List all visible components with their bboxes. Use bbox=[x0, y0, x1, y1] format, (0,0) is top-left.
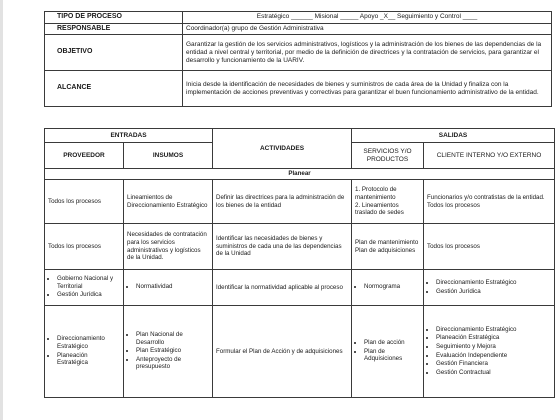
list-item: • Plan de Adquisiciones bbox=[364, 348, 420, 363]
group-header-row bbox=[45, 129, 555, 143]
servicios-cell bbox=[352, 224, 424, 270]
phase-row bbox=[45, 169, 555, 180]
servicios-list bbox=[355, 283, 420, 291]
cliente-list bbox=[427, 279, 551, 295]
proveedor-cell: Todos los procesos bbox=[45, 224, 124, 270]
responsable-row bbox=[45, 23, 552, 35]
list-item: • Planeación Estratégica bbox=[57, 352, 120, 367]
cliente-cell: Funcionarios y/o contratistas de la entidad. Todos los procesos bbox=[424, 180, 555, 224]
tipo-row bbox=[45, 12, 552, 24]
salidas-header: SALIDAS bbox=[352, 129, 555, 143]
proveedor-cell bbox=[45, 270, 124, 306]
responsable-value: Coordinador(a) grupo de Gestión Administrativa bbox=[183, 23, 552, 35]
list-item: • Planeación Estratégica bbox=[436, 334, 551, 342]
insumos-list bbox=[127, 283, 209, 291]
objetivo-row bbox=[45, 35, 552, 71]
proveedor-cell: Todos los procesos bbox=[45, 180, 124, 224]
servicio-item: 2. Lineamientos traslado de sedes bbox=[355, 201, 404, 217]
actividad-cell: Definir las directrices para la administración de los bienes de la entidad bbox=[213, 180, 352, 224]
list-item: • Gobierno Nacional y Territorial bbox=[57, 275, 120, 290]
insumos-cell bbox=[124, 270, 213, 306]
objetivo-value: Garantizar la gestión de los servicios administrativos, logísticos y la administración de los bienes de las dependencias de la entidad a nivel central y territorial, por medio de la definición de directrices y la contratación de servicios, para garantizar el desarrollo y funcionamiento de la UARIV. bbox=[183, 35, 552, 71]
cliente-cell: Todos los procesos bbox=[424, 224, 555, 270]
servicios-cell bbox=[352, 270, 424, 306]
list-item: • Direccionamiento Estratégico bbox=[436, 279, 551, 287]
list-item: • Evaluación Independiente bbox=[436, 352, 551, 360]
cliente-cell bbox=[424, 270, 555, 306]
tipo-label: TIPO DE PROCESO bbox=[45, 12, 183, 24]
proveedor-cell bbox=[45, 306, 124, 398]
process-characterization-table bbox=[44, 128, 555, 398]
alcance-label: ALCANCE bbox=[45, 71, 183, 107]
page-edge bbox=[0, 0, 3, 420]
servicios-list bbox=[355, 339, 420, 363]
insumos-list bbox=[127, 331, 209, 371]
servicios-cell bbox=[352, 306, 424, 398]
list-item: • Gestión Jurídica bbox=[436, 288, 551, 296]
list-item: • Gestión Contractual bbox=[436, 369, 551, 377]
phase-label: Planear bbox=[45, 169, 555, 180]
list-item: • Plan de acción bbox=[364, 339, 420, 347]
servicio-item: 1. Protocolo de mantenimiento bbox=[355, 186, 397, 201]
list-item: • Plan Nacional de Desarrollo bbox=[136, 331, 209, 346]
servicios-productos-header: SERVICIOS Y/O PRODUCTOS bbox=[352, 143, 424, 169]
entradas-header: ENTRADAS bbox=[45, 129, 213, 143]
insumos-header: INSUMOS bbox=[124, 143, 213, 169]
servicios-cell bbox=[352, 180, 424, 224]
alcance-value: Inicia desde la identificación de necesidades de bienes y suministros de cada área de la Unidad y finaliza con la implementación de acciones preventivas y correctivas para garantizar el buen funcionamiento administrativo de la entidad. bbox=[183, 71, 552, 107]
alcance-row bbox=[45, 71, 552, 107]
list-item: • Normograma bbox=[364, 283, 420, 291]
tipo-value: Estratégico ______ Misional _____ Apoyo _X__ Seguimiento y Control ____ bbox=[183, 12, 552, 24]
proveedor-list bbox=[48, 275, 120, 299]
servicio-item: Plan de mantenimiento bbox=[355, 238, 419, 246]
actividades-header: ACTIVIDADES bbox=[213, 129, 352, 169]
cliente-header: CLIENTE INTERNO Y/O EXTERNO bbox=[424, 143, 555, 169]
list-item: • Normatividad bbox=[136, 283, 209, 291]
actividad-cell: Identificar las necesidades de bienes y suministros de cada una de las dependencias de la Unidad bbox=[213, 224, 352, 270]
proveedor-header: PROVEEDOR bbox=[45, 143, 124, 169]
insumos-cell: Lineamientos de Direccionamiento Estratégico bbox=[124, 180, 213, 224]
insumos-cell: Necesidades de contratación para los servicios administrativos y logísticos de la Unidad. bbox=[124, 224, 213, 270]
table-row bbox=[45, 270, 555, 306]
table-row bbox=[45, 306, 555, 398]
cliente-list bbox=[427, 326, 551, 376]
actividad-cell: Identificar la normatividad aplicable al proceso bbox=[213, 270, 352, 306]
list-item: • Seguimiento y Mejora bbox=[436, 343, 551, 351]
list-item: • Direccionamiento Estratégico bbox=[436, 326, 551, 334]
cliente-cell bbox=[424, 306, 555, 398]
list-item: • Anteproyecto de presupuesto bbox=[136, 356, 209, 371]
actividad-cell: Formular el Plan de Acción y de adquisiciones bbox=[213, 306, 352, 398]
list-item: • Direccionamiento Estratégico bbox=[57, 335, 120, 350]
table-row bbox=[45, 180, 555, 224]
responsable-label: RESPONSABLE bbox=[45, 23, 183, 35]
list-item: • Plan Estratégico bbox=[136, 347, 209, 355]
list-item: • Gestión Jurídica bbox=[57, 291, 120, 299]
proveedor-list bbox=[48, 335, 120, 366]
objetivo-label: OBJETIVO bbox=[45, 35, 183, 71]
insumos-cell bbox=[124, 306, 213, 398]
table-row bbox=[45, 224, 555, 270]
list-item: • Gestión Financiera bbox=[436, 360, 551, 368]
servicio-item: Plan de adquisiciones bbox=[355, 246, 416, 254]
process-header-table bbox=[44, 11, 552, 107]
